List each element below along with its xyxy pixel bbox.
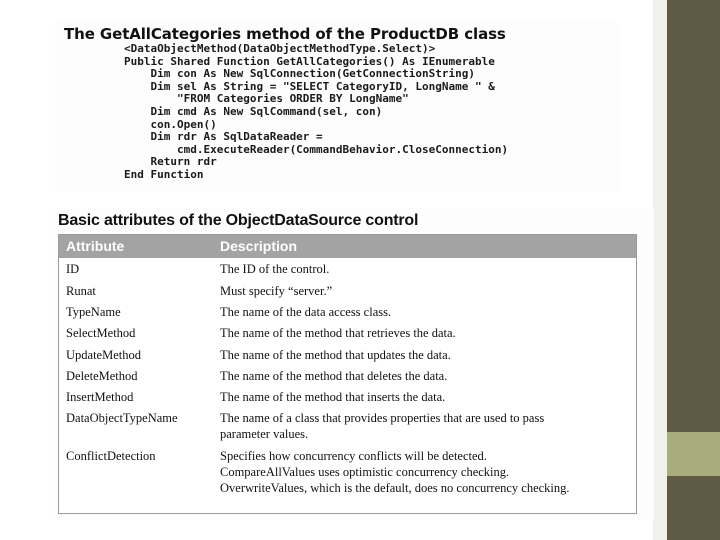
code-line: Public Shared Function GetAllCategories() As IEnumerable	[124, 54, 495, 68]
description-line: The name of the method that retrieves the data.	[220, 326, 456, 340]
table-row	[59, 304, 636, 325]
table-row	[59, 448, 636, 498]
description-cell	[220, 325, 636, 341]
description-line: parameter values.	[220, 427, 309, 441]
attributes-table	[58, 234, 637, 514]
attribute-cell: SelectMethod	[66, 326, 136, 340]
code-line: Return rdr	[124, 155, 217, 169]
description-cell	[220, 389, 636, 405]
attribute-cell: DeleteMethod	[66, 369, 138, 383]
description-line: Specifies how concurrency conflicts will be detected.	[220, 449, 487, 463]
table-row	[59, 283, 636, 304]
code-line: con.Open()	[124, 117, 217, 131]
code-line: cmd.ExecuteReader(CommandBehavior.CloseConnection)	[124, 142, 509, 156]
code-line: End Function	[124, 167, 204, 181]
description-line: The name of a class that provides properties that are used to pass	[220, 411, 545, 425]
code-block	[124, 43, 508, 182]
table-row	[59, 368, 636, 389]
header-description: Description	[220, 238, 298, 254]
description-cell	[220, 304, 636, 320]
attribute-cell: InsertMethod	[66, 390, 134, 404]
description-line: Must specify “server.”	[220, 284, 333, 298]
description-line: The name of the method that deletes the data.	[220, 369, 448, 383]
description-cell	[220, 347, 636, 363]
code-line: Dim rdr As SqlDataReader =	[124, 130, 323, 144]
header-attribute: Attribute	[66, 238, 125, 254]
side-panel-light	[653, 0, 667, 540]
description-line: CompareAllValues uses optimistic concurrency checking.	[220, 465, 510, 479]
code-line: Dim sel As String = "SELECT CategoryID, LongName " &	[124, 79, 495, 93]
table-header	[59, 235, 636, 258]
description-cell	[220, 283, 636, 299]
code-line: <DataObjectMethod(DataObjectMethodType.Select)>	[124, 42, 436, 55]
code-line: Dim cmd As New SqlCommand(sel, con)	[124, 104, 383, 118]
attribute-cell: TypeName	[66, 305, 121, 319]
attribute-cell: ConflictDetection	[66, 449, 156, 463]
description-line: The name of the method that inserts the data.	[220, 390, 446, 404]
code-figure-title: The GetAllCategories method of the ProductDB class	[64, 25, 506, 43]
attributes-figure	[55, 208, 654, 520]
table-row	[59, 410, 636, 448]
code-line: Dim con As New SqlConnection(GetConnectionString)	[124, 67, 475, 81]
description-line: The name of the method that updates the data.	[220, 348, 451, 362]
attribute-cell: DataObjectTypeName	[66, 411, 178, 425]
table-row	[59, 389, 636, 410]
side-accent-block	[667, 432, 720, 476]
table-row	[59, 347, 636, 368]
attribute-cell: UpdateMethod	[66, 348, 141, 362]
description-cell	[220, 448, 636, 496]
attribute-cell: Runat	[66, 284, 96, 298]
description-line: OverwriteValues, which is the default, does no concurrency checking.	[220, 481, 570, 495]
description-cell	[220, 261, 636, 277]
description-line: The name of the data access class.	[220, 305, 392, 319]
table-row	[59, 261, 636, 283]
description-cell	[220, 368, 636, 384]
description-line: The ID of the control.	[220, 262, 330, 276]
table-row	[59, 325, 636, 347]
description-cell	[220, 410, 636, 442]
code-figure	[55, 22, 618, 192]
table-body	[59, 261, 636, 498]
attribute-cell: ID	[66, 262, 80, 276]
code-line: "FROM Categories ORDER BY LongName"	[124, 92, 409, 106]
attributes-figure-title: Basic attributes of the ObjectDataSource control	[58, 212, 419, 229]
